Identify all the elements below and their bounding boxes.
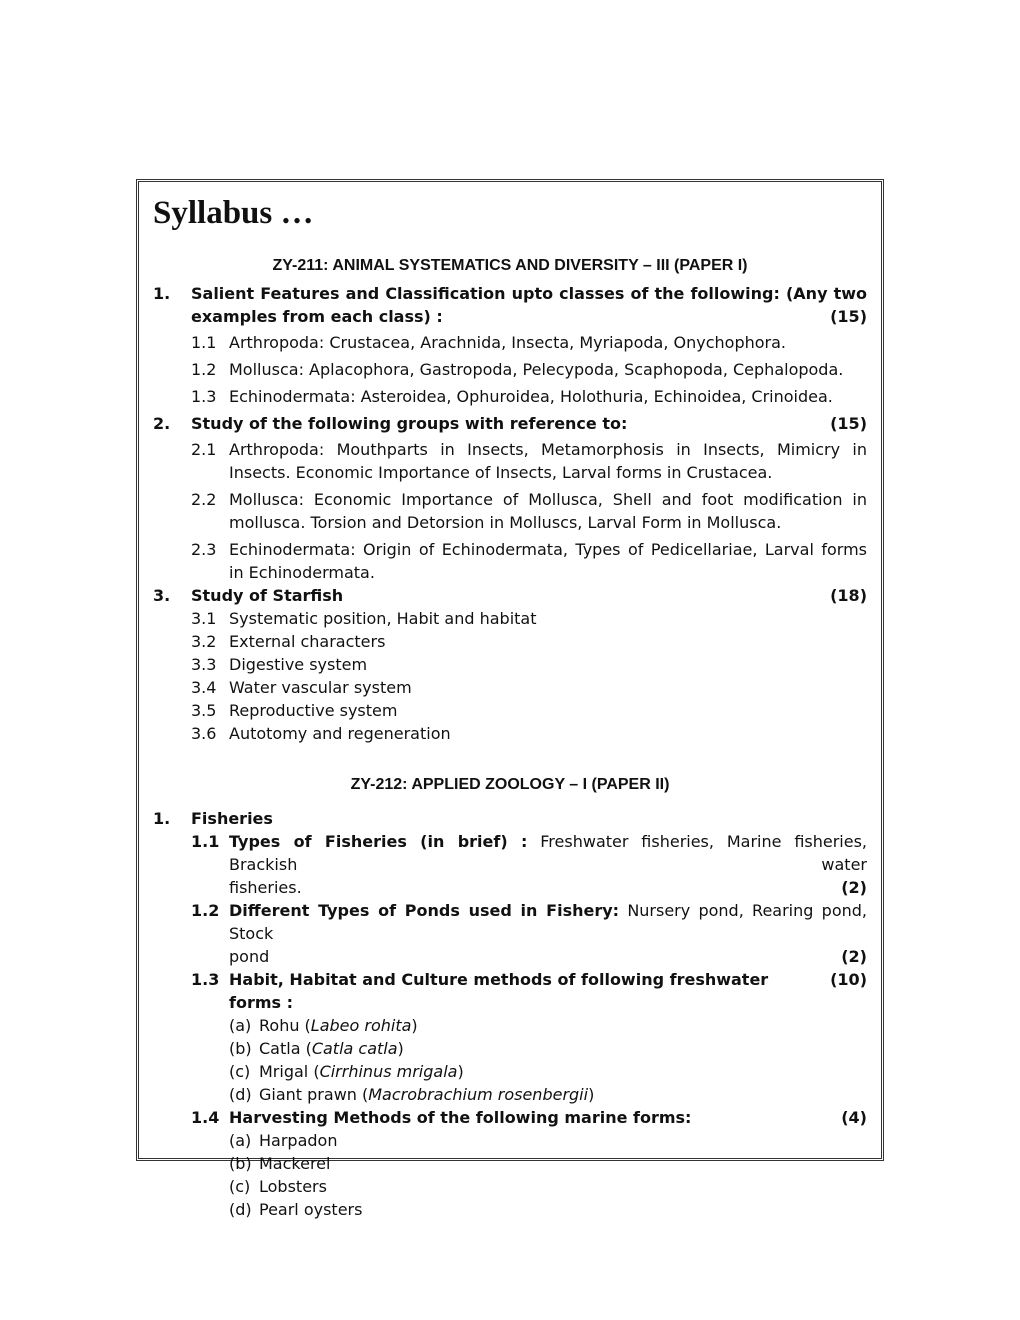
- sub-text-cont: pond: [229, 947, 270, 966]
- sub-marks: (4): [841, 1108, 867, 1127]
- sub-item-1-1: [153, 830, 867, 899]
- sub-item: [153, 722, 867, 745]
- scientific-name: Catla catla: [311, 1039, 398, 1058]
- sub-number: 1.3: [191, 970, 220, 989]
- option-label: (c): [229, 1062, 251, 1081]
- paper1-unit-2: [153, 412, 867, 435]
- sub-number: 3.2: [191, 632, 217, 651]
- option-item: [153, 1152, 867, 1175]
- sub-item: [153, 358, 867, 381]
- option-item: [153, 1083, 867, 1106]
- sub-number: 3.6: [191, 724, 217, 743]
- sub-number: 1.2: [191, 360, 217, 379]
- unit-number: 1.: [153, 284, 171, 303]
- scientific-name: Cirrhinus mrigala: [319, 1062, 458, 1081]
- sub-title: Different Types of Ponds used in Fishery:: [229, 901, 620, 920]
- unit-marks: (15): [830, 414, 867, 433]
- option-close: ): [411, 1016, 418, 1035]
- option-label: (b): [229, 1154, 252, 1173]
- sub-number: 3.1: [191, 609, 217, 628]
- sub-text-cont: fisheries.: [229, 878, 302, 897]
- option-item: [153, 1037, 867, 1060]
- sub-text: Arthropoda: Mouthparts in Insects, Metamorphosis in Insects, Mimicry in Insects. Economic Importance of Insects, Larval forms in Crustacea.: [229, 440, 867, 482]
- sub-item: [153, 331, 867, 354]
- sub-marks: (10): [830, 970, 867, 989]
- paper1-unit-3: [153, 584, 867, 607]
- sub-text: Nursery pond, Rearing pond, Stock: [229, 901, 867, 943]
- option-label: (d): [229, 1085, 252, 1104]
- option-name: Rohu (: [259, 1016, 311, 1035]
- unit-title-line1: Salient Features and Classification upto classes of the following: (Any two: [191, 284, 867, 303]
- sub-text: Arthropoda: Crustacea, Arachnida, Insecta, Myriapoda, Onychophora.: [229, 333, 786, 352]
- sub-number: 1.2: [191, 901, 220, 920]
- sub-text: Digestive system: [229, 655, 368, 674]
- paper2-heading: ZY-212: APPLIED ZOOLOGY – I (PAPER II): [350, 776, 670, 793]
- option-item: [153, 1175, 867, 1198]
- sub-text: Autotomy and regeneration: [229, 724, 451, 743]
- scientific-name: Macrobrachium rosenbergii: [368, 1085, 589, 1104]
- option-name: Pearl oysters: [259, 1200, 363, 1219]
- paper1-heading: ZY-211: ANIMAL SYSTEMATICS AND DIVERSITY – III (PAPER I): [272, 257, 748, 274]
- unit-marks: (18): [830, 586, 867, 605]
- sub-marks: (2): [841, 878, 867, 897]
- option-label: (b): [229, 1039, 252, 1058]
- sub-marks: (2): [841, 947, 867, 966]
- sub-text: Mollusca: Aplacophora, Gastropoda, Pelecypoda, Scaphopoda, Cephalopoda.: [229, 360, 844, 379]
- unit-number: 2.: [153, 414, 171, 433]
- sub-item: [153, 488, 867, 534]
- sub-number: 2.3: [191, 540, 217, 559]
- option-label: (d): [229, 1200, 252, 1219]
- unit-marks: (15): [830, 307, 867, 326]
- sub-text: Systematic position, Habit and habitat: [229, 609, 537, 628]
- sub-number: 3.5: [191, 701, 217, 720]
- sub-number: 3.4: [191, 678, 217, 697]
- sub-number: 1.4: [191, 1108, 220, 1127]
- sub-item: [153, 538, 867, 584]
- sub-number: 1.1: [191, 333, 217, 352]
- option-item: [153, 1198, 867, 1221]
- option-close: ): [397, 1039, 404, 1058]
- sub-item: [153, 630, 867, 653]
- option-name: Catla (: [259, 1039, 312, 1058]
- sub-text: External characters: [229, 632, 386, 651]
- page-title: Syllabus …: [153, 195, 314, 231]
- sub-number: 2.2: [191, 490, 217, 509]
- unit-number: 1.: [153, 809, 171, 828]
- unit-title-line2: examples from each class) :: [191, 307, 443, 326]
- option-item: [153, 1129, 867, 1152]
- option-label: (a): [229, 1131, 252, 1150]
- paper2-unit-1: [153, 807, 867, 830]
- sub-item: [153, 607, 867, 630]
- sub-item: [153, 385, 867, 408]
- option-name: Mackerel: [259, 1154, 331, 1173]
- unit-title: Fisheries: [191, 809, 273, 828]
- sub-text: Mollusca: Economic Importance of Mollusca, Shell and foot modification in mollusca. Torsion and Detorsion in Molluscs, Larval Form in Mollusca.: [229, 490, 867, 532]
- scientific-name: Labeo rohita: [310, 1016, 412, 1035]
- option-name: Mrigal (: [259, 1062, 320, 1081]
- option-item: [153, 1014, 867, 1037]
- sub-item-1-4: [153, 1106, 867, 1129]
- sub-title: Habit, Habitat and Culture methods of following freshwater forms :: [229, 970, 769, 1012]
- sub-text: Water vascular system: [229, 678, 412, 697]
- sub-number: 1.1: [191, 832, 220, 851]
- paper1-unit-1: [153, 282, 867, 328]
- sub-item-1-2: [153, 899, 867, 968]
- sub-item: [153, 438, 867, 484]
- sub-title: Harvesting Methods of the following marine forms:: [229, 1108, 692, 1127]
- option-close: ): [457, 1062, 464, 1081]
- sub-text: Freshwater fisheries, Marine fisheries, Brackish water: [229, 832, 868, 874]
- syllabus-frame: [136, 179, 884, 1219]
- option-label: (c): [229, 1177, 251, 1196]
- sub-item-1-3: [153, 968, 867, 1014]
- option-item: [153, 1060, 867, 1083]
- option-close: ): [588, 1085, 595, 1104]
- sub-number: 1.3: [191, 387, 217, 406]
- sub-item: [153, 676, 867, 699]
- sub-text: Echinodermata: Asteroidea, Ophuroidea, Holothuria, Echinoidea, Crinoidea.: [229, 387, 833, 406]
- option-name: Giant prawn (: [259, 1085, 369, 1104]
- option-name: Lobsters: [259, 1177, 327, 1196]
- sub-number: 2.1: [191, 440, 217, 459]
- sub-item: [153, 653, 867, 676]
- sub-item: [153, 699, 867, 722]
- unit-title: Study of Starfish: [191, 586, 344, 605]
- sub-text: Reproductive system: [229, 701, 398, 720]
- sub-number: 3.3: [191, 655, 217, 674]
- option-name: Harpadon: [259, 1131, 338, 1150]
- option-label: (a): [229, 1016, 252, 1035]
- sub-title: Types of Fisheries (in brief) :: [229, 832, 528, 851]
- sub-text: Echinodermata: Origin of Echinodermata, Types of Pedicellariae, Larval forms in Echinodermata.: [229, 540, 867, 582]
- unit-title: Study of the following groups with reference to:: [191, 414, 628, 433]
- unit-number: 3.: [153, 586, 171, 605]
- syllabus-content: [153, 182, 867, 1221]
